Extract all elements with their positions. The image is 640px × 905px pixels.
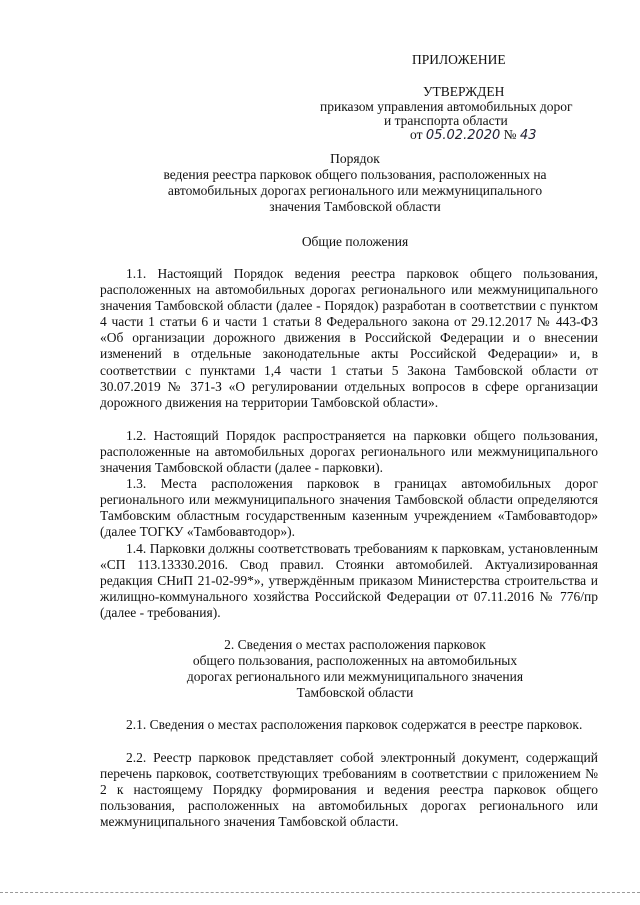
order-line-2: и транспорта области	[384, 113, 508, 128]
handwritten-number: 43	[519, 128, 537, 143]
paragraph-1-3: 1.3. Места расположения парковок в границах автомобильных дорог регионального или межмуниципального значения Тамбовской области определяются Тамбовским областным государственным казенным учреждением «Тамбовавтодор» (далее ТОГКУ «Тамбовавтодор»).	[100, 476, 598, 540]
approved-label: УТВЕРЖДЕН	[423, 84, 505, 99]
title-line-4: значения Тамбовской области	[269, 199, 441, 214]
handwritten-date: 05.02.2020	[425, 128, 501, 143]
paragraph-2-2: 2.2. Реестр парковок представляет собой электронный документ, содержащий перечень парковок, соответствующих требованиям в соответствии с приложением № 2 к настоящему Порядку формирования и ведения реестра парковок общего пользования, расположенных на автомобильных дорогах регионального или межмуниципального значения Тамбовской области.	[100, 750, 598, 830]
appendix-label: ПРИЛОЖЕНИЕ	[412, 52, 506, 67]
section-1-heading: Общие положения	[301, 234, 409, 249]
order-date-line	[410, 127, 536, 144]
paragraph-1-1: 1.1. Настоящий Порядок ведения реестра парковок общего пользования, расположенных на автомобильных дорогах регионального или межмуниципального значения Тамбовской области (далее - Порядок) разработан в соответствии с пунктом 4 части 1 статьи 6 и части 1 статьи 8 Федерального закона от 29.12.2017 № 443-ФЗ «Об организации дорожного движения в Российской Федерации и о внесении изменений в отдельные законодательные акты Российской Федерации» и, в соответствии с пунктами 1,4 части 1 статьи 5 Закона Тамбовской области от 30.07.2019 № 371-З «О регулировании отдельных вопросов в сфере организации дорожного движения на территории Тамбовской области».	[100, 266, 598, 410]
title-line-1: Порядок	[330, 151, 380, 166]
page-bottom-edge	[0, 892, 640, 894]
paragraph-1-2: 1.2. Настоящий Порядок распространяется на парковки общего пользования, расположенные на автомобильных дорогах регионального или межмуниципального значения Тамбовской области (далее - парковки).	[100, 428, 598, 476]
number-sign: №	[503, 127, 517, 142]
order-line-1: приказом управления автомобильных дорог	[320, 99, 573, 114]
paragraph-1-4: 1.4. Парковки должны соответствовать требованиям к парковкам, установленным «СП 113.13330.2016. Свод правил. Стоянки автомобилей. Актуализированная редакция СНиП 21-02-99*», утверждённым приказом Министерства строительства и жилищно-коммунального хозяйства Российской Федерации от 07.11.2016 № 776/пр (далее - требования).	[100, 541, 598, 621]
title-line-2: ведения реестра парковок общего пользования, расположенных на	[163, 167, 547, 182]
title-line-3: автомобильных дорогах регионального или межмуниципального	[167, 183, 543, 198]
section-2-heading: 2. Сведения о местах расположения парковок общего пользования, расположенных на автомобильных дорогах регионального или межмуниципального значения Тамбовской области	[186, 637, 524, 700]
paragraph-2-1: 2.1. Сведения о местах расположения парковок содержатся в реестре парковок.	[126, 717, 583, 732]
date-prefix: от	[410, 127, 423, 142]
document-title	[90, 151, 620, 215]
